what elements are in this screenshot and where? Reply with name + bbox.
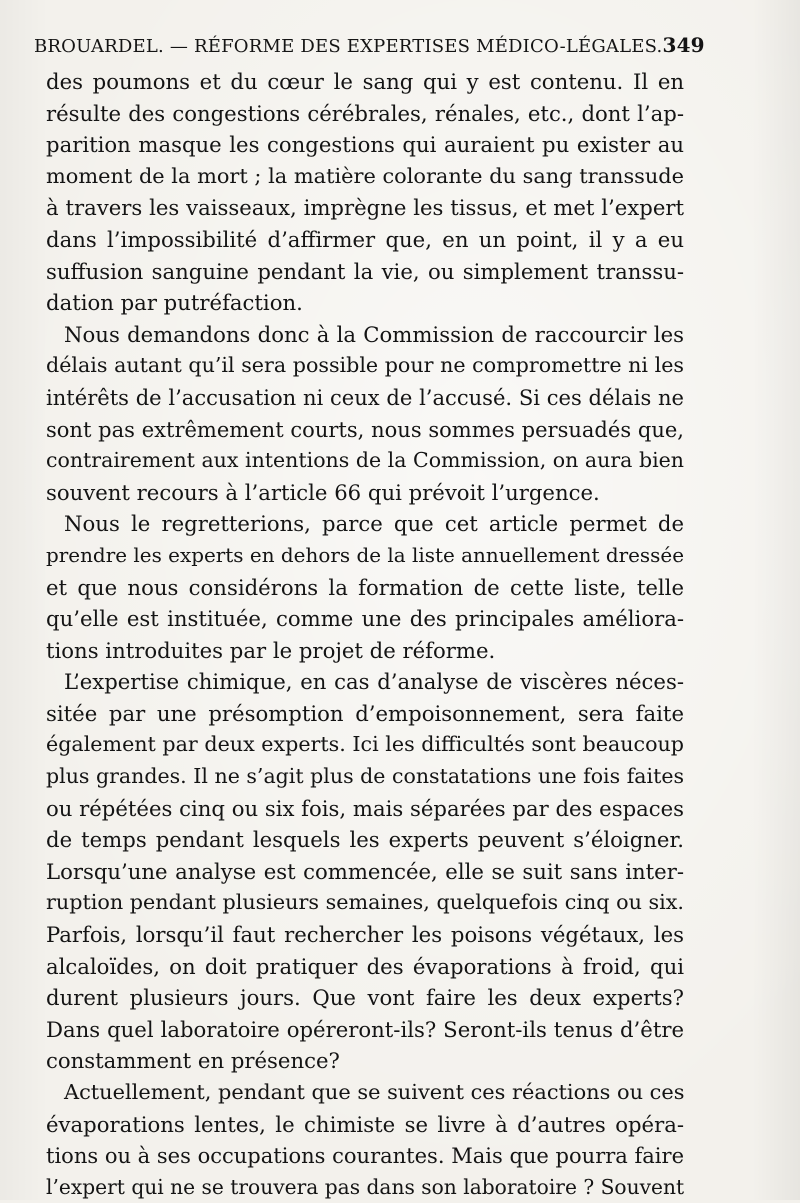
text-line: Parfois, lorsqu’il faut rechercher les poisons végétaux, les — [46, 922, 684, 948]
text-line: tions ou à ses occupations courantes. Mais que pourra faire — [46, 1143, 685, 1169]
text-line: l’expert qui ne se trouvera pas dans son laboratoire ? Souvent — [46, 1174, 685, 1199]
text-line: parition masque les congestions qui auraient pu exister au — [46, 132, 684, 158]
text-line: sitée par une présomption d’empoisonnement, sera faite — [46, 700, 684, 726]
text-line: résulte des congestions cérébrales, rénales, etc., dont l’ap- — [46, 100, 684, 126]
text-line: dation par putréfaction. — [46, 290, 303, 316]
text-line: suffusion sanguine pendant la vie, ou simplement transsu- — [46, 258, 684, 284]
text-line: contrairement aux intentions de la Commission, on aura bien — [46, 448, 684, 473]
paragraph-first-line: Nous le regretterions, parce que cet article permet de — [64, 511, 684, 537]
text-line: de temps pendant lesquels les experts peuvent s’éloigner. — [46, 827, 684, 853]
text-line: dans l’impossibilité d’affirmer que, en un point, il y a eu — [46, 226, 684, 252]
text-line: évaporations lentes, le chimiste se livre à d’autres opéra- — [46, 1111, 684, 1137]
text-line: sont pas extrêmement courts, nous sommes persuadés que, — [46, 416, 684, 442]
text-line: souvent recours à l’article 66 qui prévoit l’urgence. — [46, 479, 600, 505]
paragraph-first-line: L’expertise chimique, en cas d’analyse de viscères néces- — [64, 669, 684, 695]
text-line: tions introduites par le projet de réforme. — [46, 637, 496, 663]
text-line: intérêts de l’accusation ni ceux de l’accusé. Si ces délais ne — [46, 384, 684, 410]
running-head — [34, 33, 705, 57]
text-line: à travers les vaisseaux, imprègne les tissus, et met l’expert — [46, 195, 684, 221]
text-line: ou répétées cinq ou six fois, mais séparées par des espaces — [46, 795, 685, 821]
text-line: prendre les experts en dehors de la liste annuellement dressée — [46, 542, 684, 567]
text-line: Dans quel laboratoire opéreront-ils? Seront-ils tenus d’être — [46, 1016, 684, 1042]
text-line: qu’elle est instituée, comme une des principales améliora- — [46, 606, 684, 632]
text-line: moment de la mort ; la matière colorante du sang transsude — [46, 163, 684, 188]
text-line: Lorsqu’une analyse est commencée, elle se suit sans inter- — [46, 858, 684, 884]
text-line: plus grandes. Il ne s’agit plus de constatations une fois faites — [46, 764, 684, 789]
page-number: 349 — [662, 33, 705, 57]
paragraph-first-line: Nous demandons donc à la Commission de raccourcir les — [64, 321, 684, 347]
body-text — [46, 66, 684, 1203]
text-line: ruption pendant plusieurs semaines, quelquefois cinq ou six. — [46, 890, 684, 915]
paragraph-first-line: Actuellement, pendant que se suivent ces réactions ou ces — [64, 1080, 685, 1104]
text-line: alcaloïdes, on doit pratiquer des évaporations à froid, qui — [46, 953, 684, 979]
running-title: BROUARDEL. — RÉFORME DES EXPERTISES MÉDICO-LÉGALES. — [34, 36, 663, 57]
text-line: et que nous considérons la formation de cette liste, telle — [46, 574, 684, 600]
text-line: également par deux experts. Ici les difficultés sont beaucoup — [46, 732, 684, 757]
text-line: délais autant qu’il sera possible pour ne compromettre ni les — [46, 353, 684, 378]
text-line: durent plusieurs jours. Que vont faire les deux experts? — [46, 985, 684, 1011]
text-line: constamment en présence? — [46, 1048, 340, 1074]
text-line: des poumons et du cœur le sang qui y est contenu. Il en — [46, 69, 684, 94]
